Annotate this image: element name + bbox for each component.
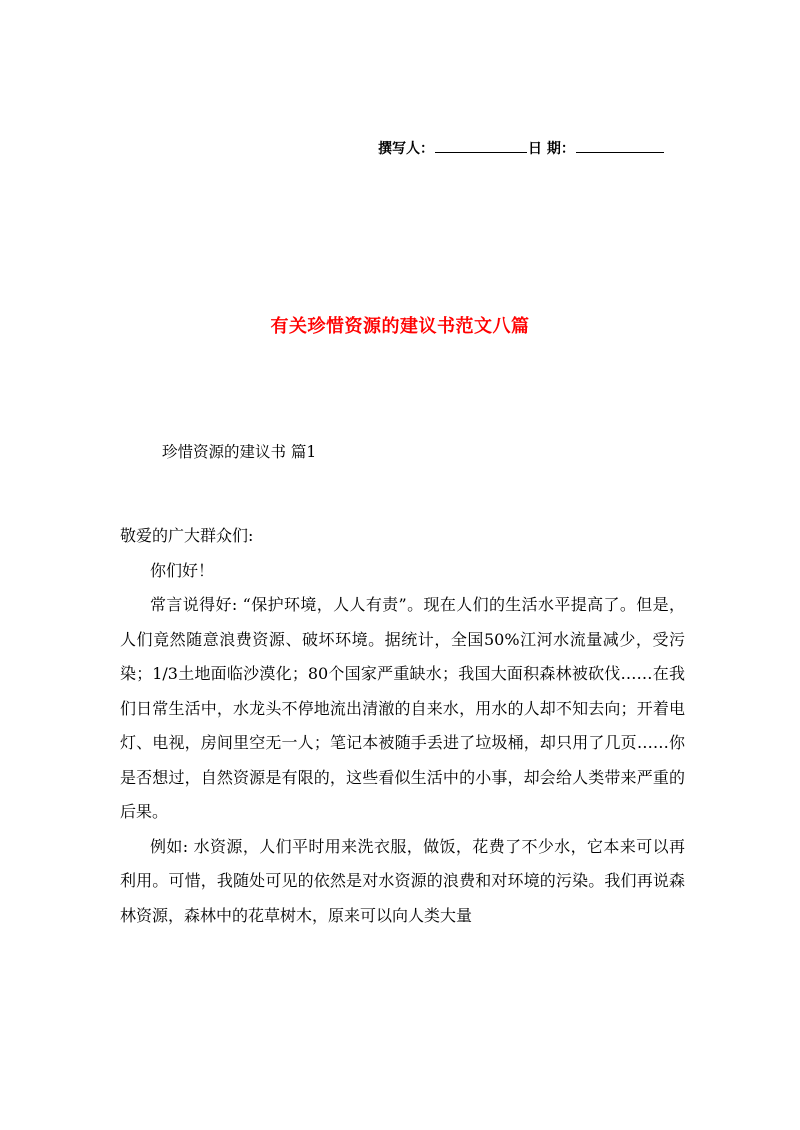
date-blank bbox=[576, 138, 664, 153]
paragraph-2: 例如: 水资源，人们平时用来洗衣服，做饭，花费了不少水，它本来可以再利用。可惜，我随处可见的依然是对水资源的浪费和对环境的污染。我们再说森林资源，森林中的花草树木，原来可以向人类大量 bbox=[120, 836, 685, 925]
salutation: 敬爱的广大群众们: bbox=[120, 526, 254, 545]
author-date-line bbox=[378, 138, 678, 160]
author-blank bbox=[435, 138, 527, 153]
author-label: 撰写人： bbox=[378, 141, 434, 157]
section-heading: 珍惜资源的建议书 篇1 bbox=[162, 443, 317, 461]
date-label: 日 期： bbox=[528, 141, 575, 157]
body-text bbox=[120, 519, 685, 933]
paragraph-1: 常言说得好: “保护环境，人人有责”。现在人们的生活水平提高了。但是，人们竟然随意浪费资源、破坏环境。据统计，全国50%江河水流量减少，受污染；1/3土地面临沙漠化；80个国家严重缺水；我国大面积森林被砍伐……在我们日常生活中，水龙头不停地流出清澈的自来水，用水的人却不知去向；开着电灯、电视，房间里空无一人；笔记本被随手丢进了垃圾桶，却只用了几页……你是否想过，自然资源是有限的，这些看似生活中的小事，却会给人类带来严重的后果。 bbox=[120, 595, 685, 821]
document-title: 有关珍惜资源的建议书范文八篇 bbox=[270, 316, 530, 337]
greeting: 你们好！ bbox=[150, 560, 215, 580]
